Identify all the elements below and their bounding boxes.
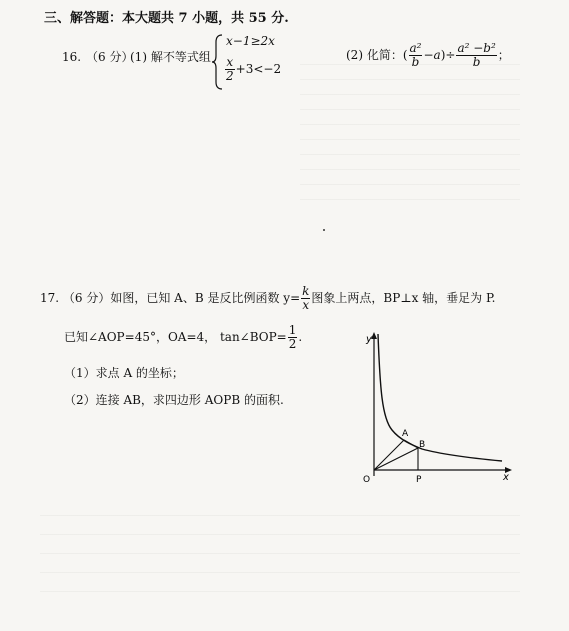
q17-line1-b: 图象上两点，BP⊥x 轴，垂足为 P. xyxy=(311,291,496,305)
q16-points: （6 分） xyxy=(86,50,134,64)
q17-k-fraction xyxy=(301,285,310,312)
q16-ineq2-num: x xyxy=(226,55,234,69)
q17-tan-num: 1 xyxy=(288,323,297,337)
q16-ineq2-rest: +3<−2 xyxy=(235,62,282,76)
segment-OB xyxy=(374,448,418,470)
q16-frac2-num: a² −b² xyxy=(457,41,496,55)
point-B-label: B xyxy=(419,440,426,450)
q17-k-den: x xyxy=(302,298,310,312)
q16-ineq2-fraction xyxy=(225,56,235,83)
q16-frac1-den: b xyxy=(409,55,423,69)
q16-paren-open: ( xyxy=(402,48,408,62)
q16-end-mark: ； xyxy=(497,48,510,62)
q16-number: 16. xyxy=(62,50,82,64)
q17-given xyxy=(64,324,302,351)
q17-figure xyxy=(360,328,520,488)
hyperbola-curve xyxy=(378,334,502,461)
segment-AB xyxy=(404,440,418,448)
q16-ineq2-den: 2 xyxy=(226,69,234,83)
q17-given-b: . xyxy=(298,330,303,344)
y-axis-label: y xyxy=(366,334,372,345)
q16-minus-a: −a xyxy=(423,48,441,62)
q17-number: 17. xyxy=(40,291,60,305)
q17-given-a: 已知∠AOP=45°，OA=4， tan∠BOP= xyxy=(64,330,287,344)
stray-dot xyxy=(323,229,325,231)
point-A-label: A xyxy=(402,429,409,439)
section-heading: 三、解答题：本大题共 7 小题，共 55 分. xyxy=(44,11,289,26)
system-brace xyxy=(212,34,224,80)
q16-paren-close: )÷ xyxy=(440,48,456,62)
x-axis-label: x xyxy=(503,472,509,483)
q16-part2 xyxy=(346,42,510,69)
origin-label: O xyxy=(363,475,371,485)
q17-k-num: k xyxy=(302,284,310,298)
q16-part1-label: (1) 解不等式组 xyxy=(130,50,211,64)
q17-line1-a: （6 分）如图，已知 A、B 是反比例函数 y= xyxy=(62,291,301,305)
q16-frac2-den: b xyxy=(456,55,496,69)
q16-frac2 xyxy=(456,42,496,69)
q16-frac1 xyxy=(409,42,423,69)
q17-sub1: （1）求点 A 的坐标； xyxy=(64,366,184,380)
q16-frac1-num: a² xyxy=(409,41,422,55)
q16-part2-label: (2) 化简： xyxy=(346,48,403,62)
q17-tan-den: 2 xyxy=(288,337,297,351)
bleed-through xyxy=(300,64,520,214)
segment-OA xyxy=(374,440,404,470)
q16-ineq2 xyxy=(224,56,281,83)
q17-sub2: （2）连接 AB，求四边形 AOPB 的面积. xyxy=(64,393,284,407)
q17-line1 xyxy=(40,285,495,312)
q17-tan-fraction xyxy=(288,324,298,351)
point-P-label: P xyxy=(416,475,422,485)
bleed-through xyxy=(40,510,520,610)
q16-ineq1: x−1≥2x xyxy=(226,34,275,48)
